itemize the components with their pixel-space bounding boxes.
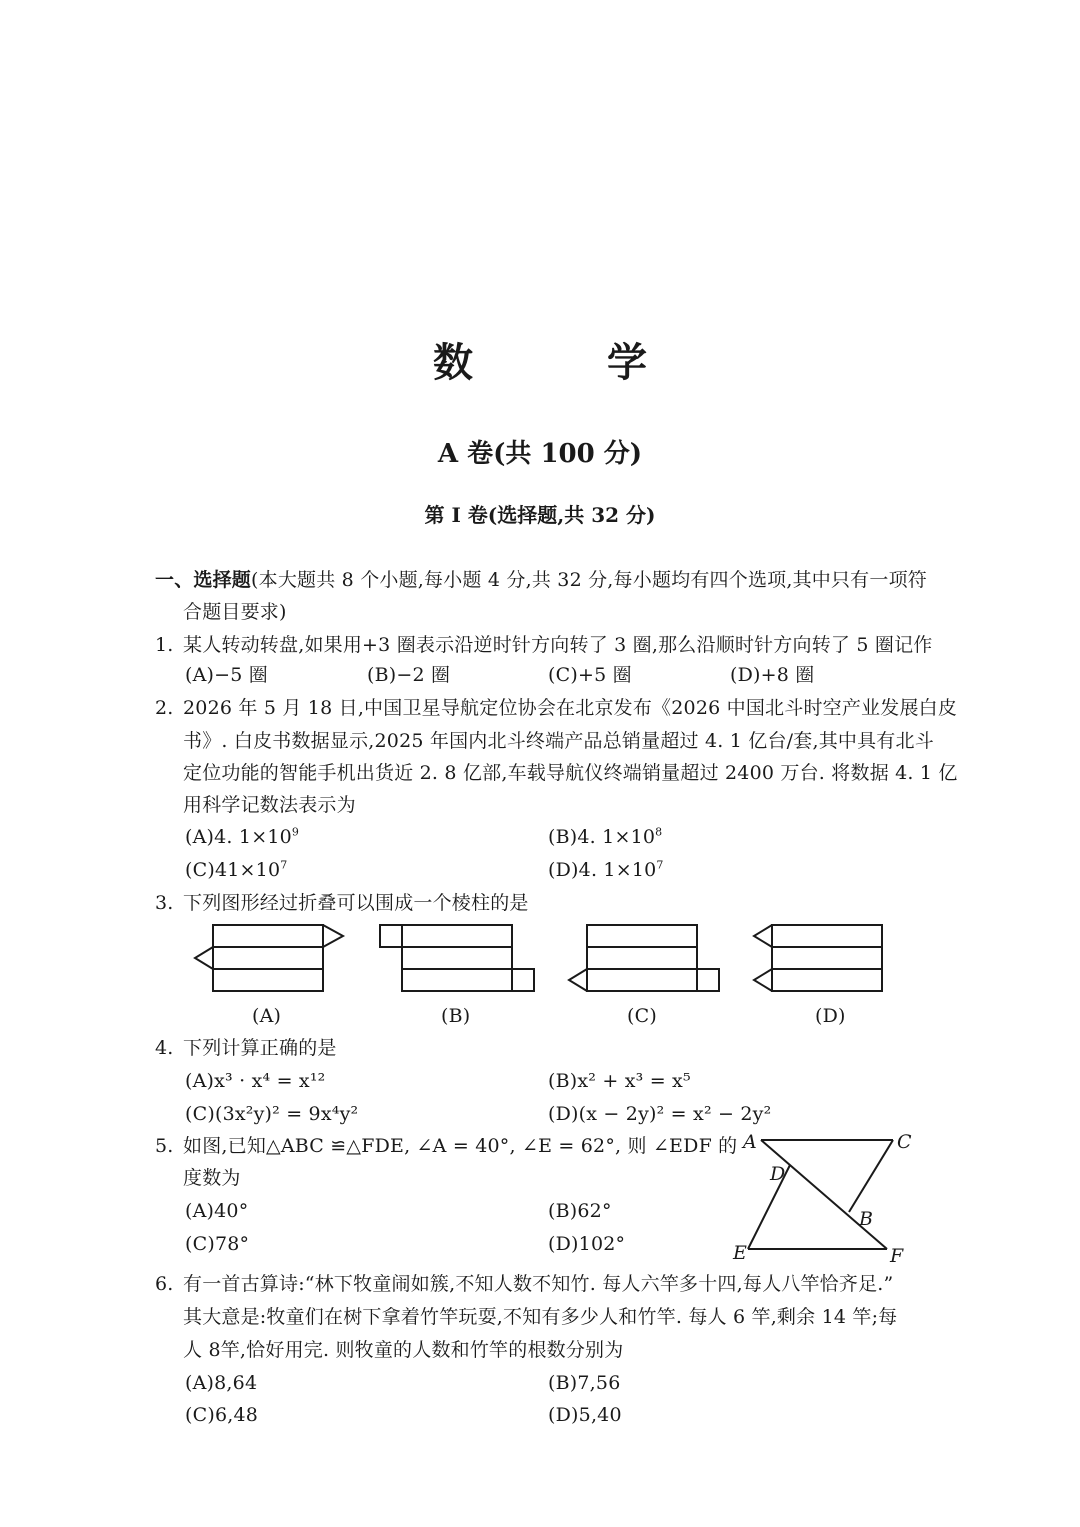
q4-option-b: (B)x² + x³ = x⁵ bbox=[548, 1070, 691, 1092]
q6-number: 6. bbox=[155, 1273, 174, 1295]
point-label-a: A bbox=[743, 1131, 757, 1153]
q4-option-a: (A)x³ · x⁴ = x¹² bbox=[185, 1070, 326, 1092]
q6-option-b: (B)7,56 bbox=[548, 1372, 621, 1394]
q5-option-c: (C)78° bbox=[185, 1233, 250, 1255]
q5-option-a: (A)40° bbox=[185, 1200, 249, 1222]
q2-stem-line: 定位功能的智能手机出货近 2. 8 亿部,车载导航仪终端销量超过 2400 万台. 将数据 4. 1 亿 bbox=[183, 762, 958, 784]
q5-stem-line: 度数为 bbox=[183, 1167, 241, 1189]
q2-number: 2. bbox=[155, 697, 174, 719]
q6-option-d: (D)5,40 bbox=[548, 1404, 622, 1426]
q2-option-b: (B)4. $1\times 10^8$ bbox=[548, 825, 663, 848]
q2-stem-line: 2026 年 5 月 18 日,中国卫星导航定位协会在北京发布《2026 中国北斗时空产业发展白皮 bbox=[183, 697, 958, 719]
q4-option-c: (C)(3x²y)² = 9x⁴y² bbox=[185, 1103, 359, 1125]
section-label: 一、选择题 bbox=[155, 569, 252, 591]
net-label-a: (A) bbox=[252, 1005, 282, 1027]
net-figure-c bbox=[569, 925, 719, 991]
q5-number: 5. bbox=[155, 1135, 174, 1157]
q6-stem-line: 其大意是:牧童们在树下拿着竹竿玩耍,不知有多少人和竹竿. 每人 6 竿,剩余 14 竿;每 bbox=[183, 1306, 898, 1328]
point-label-f: F bbox=[890, 1245, 904, 1267]
q3-number: 3. bbox=[155, 892, 174, 914]
q4-option-d: (D)(x − 2y)² = x² − 2y² bbox=[548, 1103, 772, 1125]
q4-number: 4. bbox=[155, 1037, 174, 1059]
q6-option-c: (C)6,48 bbox=[185, 1404, 259, 1426]
section-desc-cont: 合题目要求) bbox=[183, 601, 287, 623]
q1-option-d: (D)+8 圈 bbox=[730, 664, 815, 686]
q2-stem-line: 书》. 白皮书数据显示,2025 年国内北斗终端产品总销量超过 4. 1 亿台/套,其中具有北斗 bbox=[183, 730, 934, 752]
q5-triangle-figure bbox=[748, 1140, 893, 1249]
q1-option-c: (C)+5 圈 bbox=[548, 664, 632, 686]
q1-number: 1. bbox=[155, 634, 174, 656]
q1-stem: 某人转动转盘,如果用+3 圈表示沿逆时针方向转了 3 圈,那么沿顺时针方向转了 5 圈记作 bbox=[183, 634, 933, 656]
q5-option-d: (D)102° bbox=[548, 1233, 626, 1255]
part-a-heading: A 卷(共 100 分) bbox=[437, 439, 643, 469]
point-label-b: B bbox=[859, 1208, 873, 1230]
q4-stem: 下列计算正确的是 bbox=[183, 1037, 337, 1059]
q5-stem-line: 如图,已知△ABC ≌△FDE, ∠A = 40°, ∠E = 62°, 则 ∠EDF 的 bbox=[183, 1135, 738, 1157]
net-figure-d bbox=[754, 925, 882, 991]
volume-1-heading: 第 I 卷(选择题,共 32 分) bbox=[424, 503, 656, 527]
point-label-d: D bbox=[770, 1163, 786, 1185]
q2-stem-line: 用科学记数法表示为 bbox=[183, 794, 356, 816]
net-label-c: (C) bbox=[627, 1005, 657, 1027]
net-label-d: (D) bbox=[815, 1005, 846, 1027]
paper-title: 数 学 bbox=[433, 339, 707, 386]
q3-stem: 下列图形经过折叠可以围成一个棱柱的是 bbox=[183, 892, 529, 914]
q6-stem-line: 人 8竿,恰好用完. 则牧童的人数和竹竿的根数分别为 bbox=[183, 1339, 624, 1361]
point-label-c: C bbox=[897, 1131, 912, 1153]
net-label-b: (B) bbox=[441, 1005, 471, 1027]
net-figure-a bbox=[195, 925, 343, 991]
q1-option-a: (A)−5 圈 bbox=[185, 664, 268, 686]
section-desc: (本大题共 8 个小题,每小题 4 分,共 32 分,每小题均有四个选项,其中只有一项符 bbox=[251, 569, 927, 591]
q5-option-b: (B)62° bbox=[548, 1200, 612, 1222]
q2-option-a: (A)4. $1\times 10^9$ bbox=[185, 825, 300, 848]
q2-option-d: (D)4. $1\times 10^7$ bbox=[548, 858, 664, 881]
point-label-e: E bbox=[733, 1242, 747, 1264]
q6-stem-line: 有一首古算诗:“林下牧童闹如簇,不知人数不知竹. 每人六竿多十四,每人八竿恰齐足.” bbox=[183, 1273, 894, 1295]
q6-option-a: (A)8,64 bbox=[185, 1372, 258, 1394]
net-figure-b bbox=[380, 925, 534, 991]
q1-option-b: (B)−2 圈 bbox=[367, 664, 451, 686]
q2-option-c: $(C)41\times 10^7$ bbox=[185, 858, 288, 881]
